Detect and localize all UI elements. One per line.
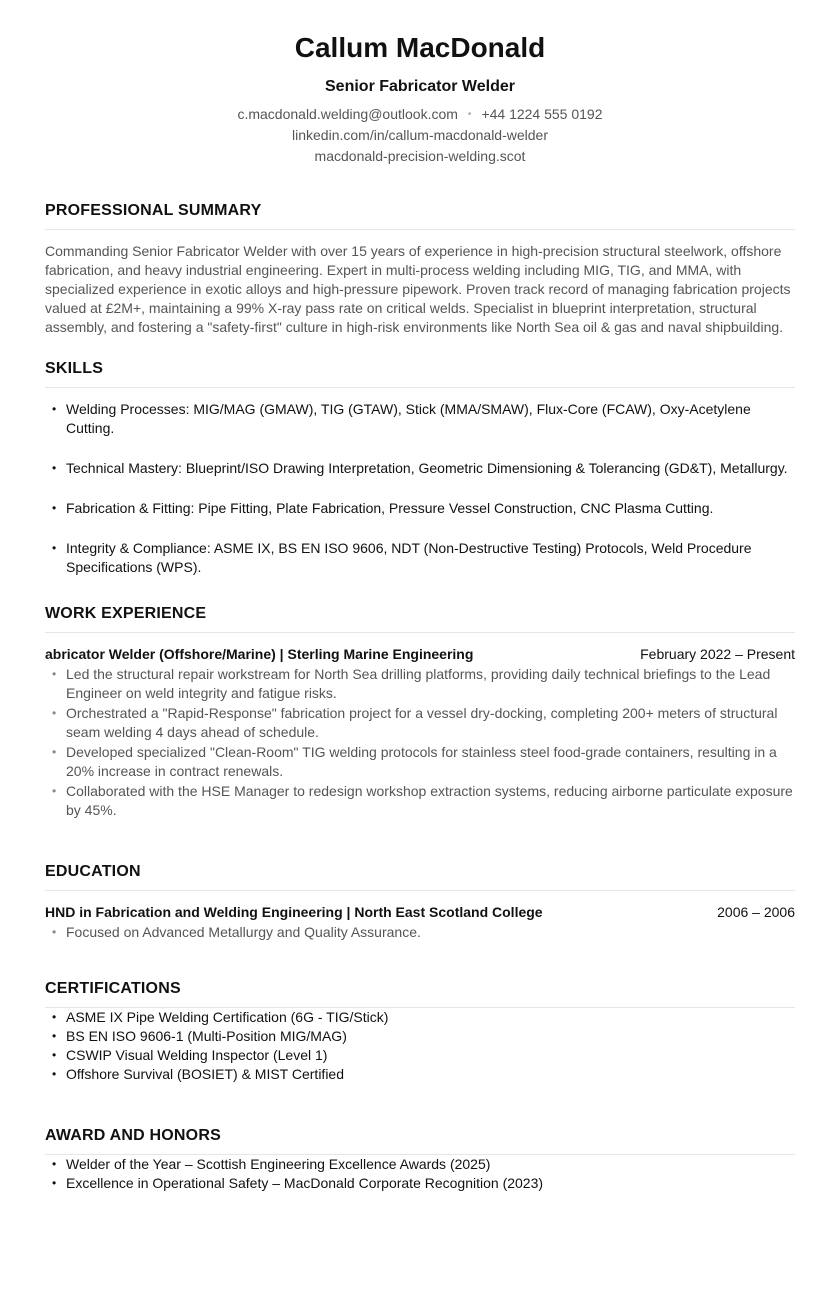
- experience-date: February 2022 – Present: [640, 646, 795, 662]
- experience-bullet: • Collaborated with the HSE Manager to redesign workshop extraction systems, reducing airborne particulate exposure by 45%.: [45, 782, 795, 820]
- job-title: Senior Fabricator Welder: [325, 78, 515, 95]
- skill-item: • Integrity & Compliance: ASME IX, BS EN ISO 9606, NDT (Non-Destructive Testing) Protocols, Weld Procedure Specifications (WPS).: [45, 539, 795, 577]
- award-item: • Welder of the Year – Scottish Engineering Excellence Awards (2025): [45, 1155, 795, 1174]
- candidate-name: Callum MacDonald: [294, 32, 546, 63]
- skill-item: • Welding Processes: MIG/MAG (GMAW), TIG (GTAW), Stick (MMA/SMAW), Flux-Core (FCAW), Oxy-Acetylene Cutting.: [45, 400, 795, 438]
- education-bullets: [45, 923, 795, 942]
- email-link[interactable]: c.macdonald.welding@outlook.com: [237, 106, 458, 122]
- education-degree: HND in Fabrication and Welding Engineering | North East Scotland College: [45, 904, 543, 920]
- section-heading-experience: WORK EXPERIENCE: [45, 603, 795, 633]
- awards-section: [45, 1125, 795, 1193]
- education-section: [45, 861, 795, 942]
- section-heading-education: EDUCATION: [45, 861, 795, 891]
- contact-separator: •: [467, 109, 472, 120]
- experience-bullet: • Led the structural repair workstream for North Sea drilling platforms, providing daily technical briefings to the Lead Engineer on weld integrity and fatigue risks.: [45, 665, 795, 703]
- experience-entry-header: [45, 645, 795, 664]
- skills-list: [45, 400, 795, 577]
- education-date: 2006 – 2006: [717, 904, 795, 920]
- summary-text: Commanding Senior Fabricator Welder with over 15 years of experience in high-precision structural steelwork, offshore fabrication, and heavy industrial engineering. Expert in multi-process welding including MIG, TIG, and MMA, with specialized experience in exotic alloys and high-pressure pipework. Proven track record of managing fabrication projects valued at £2M+, maintaining a 99% X-ray pass rate on critical welds. Specialist in blueprint interpretation, structural assembly, and fostering a "safety-first" culture in high-risk environments like North Sea oil & gas and naval shipbuilding.: [45, 243, 791, 335]
- certifications-list: [45, 1008, 795, 1084]
- certifications-section: [45, 978, 795, 1084]
- award-item: • Excellence in Operational Safety – MacDonald Corporate Recognition (2023): [45, 1174, 795, 1193]
- certification-item: • ASME IX Pipe Welding Certification (6G - TIG/Stick): [45, 1008, 795, 1027]
- experience-bullets: [45, 665, 795, 820]
- section-heading-skills: SKILLS: [45, 358, 795, 388]
- certification-item: • Offshore Survival (BOSIET) & MIST Certified: [45, 1065, 795, 1084]
- website-link[interactable]: macdonald-precision-welding.scot: [314, 148, 526, 164]
- awards-list: [45, 1155, 795, 1193]
- contact-row-primary: [0, 104, 840, 125]
- section-heading-summary: PROFESSIONAL SUMMARY: [45, 200, 795, 230]
- experience-bullet: • Orchestrated a "Rapid-Response" fabrication project for a vessel dry-docking, completing 200+ meters of structural seam welding 4 days ahead of schedule.: [45, 704, 795, 742]
- summary-section: [45, 200, 795, 337]
- experience-role: abricator Welder (Offshore/Marine) | Sterling Marine Engineering: [45, 646, 474, 662]
- certification-item: • BS EN ISO 9606-1 (Multi-Position MIG/MAG): [45, 1027, 795, 1046]
- skill-item: • Technical Mastery: Blueprint/ISO Drawing Interpretation, Geometric Dimensioning & Tolerancing (GD&T), Metallurgy.: [45, 459, 795, 478]
- resume-header: [0, 0, 840, 167]
- experience-section: [45, 603, 795, 820]
- skill-item: • Fabrication & Fitting: Pipe Fitting, Plate Fabrication, Pressure Vessel Construction, CNC Plasma Cutting.: [45, 499, 795, 518]
- skills-section: [45, 358, 795, 577]
- experience-bullet: • Developed specialized "Clean-Room" TIG welding protocols for stainless steel food-grade containers, resulting in a 20% increase in contract renewals.: [45, 743, 795, 781]
- section-heading-awards: AWARD AND HONORS: [45, 1125, 795, 1155]
- phone-number[interactable]: +44 1224 555 0192: [481, 106, 603, 122]
- section-heading-certifications: CERTIFICATIONS: [45, 978, 795, 1008]
- education-entry-header: [45, 903, 795, 922]
- linkedin-link[interactable]: linkedin.com/in/callum-macdonald-welder: [292, 127, 548, 143]
- education-bullet: • Focused on Advanced Metallurgy and Quality Assurance.: [45, 923, 795, 942]
- certification-item: • CSWIP Visual Welding Inspector (Level 1): [45, 1046, 795, 1065]
